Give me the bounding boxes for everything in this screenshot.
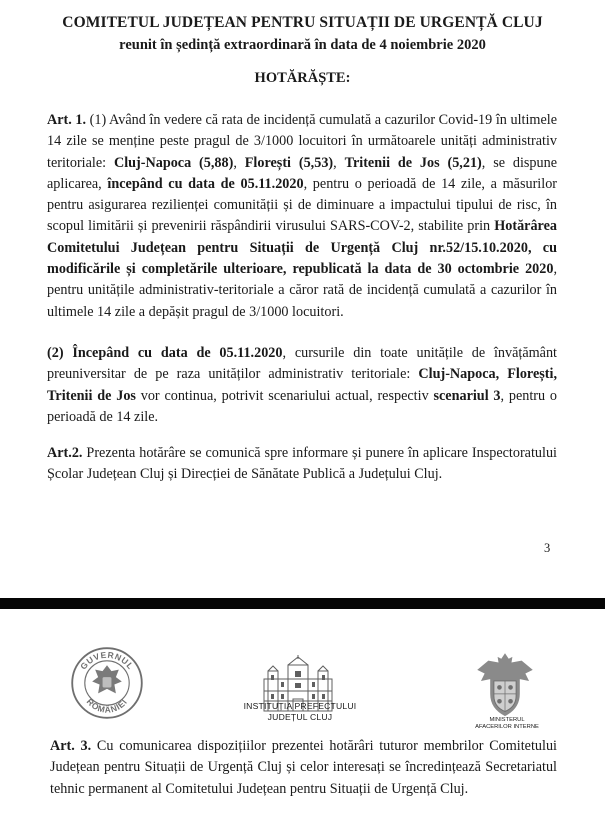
locality-floresti: Florești (5,53) — [244, 154, 334, 171]
prefecture-caption-line1: INSTITUȚIA PREFECTULUI — [243, 701, 357, 711]
text-segment: Având în vedere că rata de incidență cumulată a cazurilor Covid-19 în ultimele 14 zile se menține peste pragul de 3/1000 locuitori în următoarele unități administrativ teritoriale: — [47, 112, 557, 171]
article-1-label: Art. 1. — [47, 112, 87, 128]
text-segment: , pentru o perioadă de 14 zile. — [47, 387, 558, 425]
document-page-2 — [0, 609, 605, 827]
svg-text:ROMÂNIEI: ROMÂNIEI — [84, 696, 130, 715]
scenario-label: scenariul 3 — [433, 387, 501, 404]
mai-caption — [462, 717, 552, 731]
text-segment: vor continua, potrivit scenariului actual, respectiv — [135, 387, 434, 404]
start-date: începând cu data de 05.11.2020 — [107, 175, 304, 192]
article-2-text: Prezenta hotărâre se comunică spre informare și punere în aplicare Inspectoratului Școlar Județean Cluj și Direcției de Sănătate Publică a Județului Cluj. — [47, 445, 557, 483]
decision-heading: HOTĂRĂȘTE: — [254, 70, 351, 86]
prefecture-caption-line2: JUDEȚUL CLUJ — [267, 711, 333, 722]
svg-text:GUVERNUL: GUVERNUL — [78, 649, 136, 672]
paragraph-number: (1) — [89, 112, 107, 128]
mai-caption-line2: AFACERILOR INTERNE — [475, 724, 539, 730]
localities-list: Cluj-Napoca, Florești, Tritenii de Jos — [47, 366, 558, 404]
text-segment: , cursurile din toate unitățile de învățământ preuniversitar de pe raza unităților administrativ teritoriale: — [47, 345, 557, 383]
guvernul-romaniei-seal-icon — [70, 646, 144, 720]
text-segment: , — [333, 154, 345, 171]
document-subtitle: reunit în ședință extraordinară în data de 4 noiembrie 2020 — [119, 37, 486, 53]
text-segment: , — [233, 154, 245, 171]
paragraph-number: (2) — [47, 345, 73, 361]
article-2 — [47, 443, 557, 486]
locality-tritenii-de-jos: Tritenii de Jos (5,21) — [344, 154, 482, 171]
article-3-label: Art. 3. — [50, 738, 92, 754]
document-title: COMITETUL JUDEȚEAN PENTRU SITUAȚII DE URGENȚĂ CLUJ — [62, 14, 543, 31]
article-3 — [50, 736, 557, 800]
start-date: Începând cu data de 05.11.2020 — [72, 345, 283, 361]
referenced-decision: Hotărârea Comitetului Județean pentru Situații de Urgență Cluj nr.52/15.10.2020, cu modificările și completările ulterioare, republicată la data de 30 octombrie 2020 — [47, 218, 557, 278]
article-1-paragraph-1 — [47, 110, 557, 323]
article-3-text: Cu comunicarea dispozițiilor prezentei hotărâri tuturor membrilor Comitetului Județean pentru Situații de Urgență Cluj și celor interesați se încredințează Secretariatul tehnic permanent al Comitetului Județean pentru Situații de Urgență Cluj. — [50, 738, 557, 797]
locality-cluj-napoca: Cluj-Napoca (5,88) — [113, 154, 234, 171]
article-1-paragraph-2 — [47, 343, 557, 428]
article-2-label: Art.2. — [47, 445, 83, 461]
page-separator — [0, 598, 605, 609]
prefecture-caption — [238, 701, 362, 722]
text-segment: , pentru unitățile administrativ-teritoriale a căror rată de incidență cumulată a cazurilor în ultimele 14 zile a depășit pragul de 3/1000 locuitori. — [47, 261, 557, 320]
text-segment: , se dispune aplicarea, — [47, 154, 558, 192]
page-number: 3 — [544, 541, 551, 555]
mai-caption-line1: MINISTERUL — [489, 717, 525, 723]
text-segment: , pentru o perioadă de 14 zile, a măsurilor pentru asigurarea rezilienței comunității și de diminuare a impactului tipului de risc, în scopul limitării și prevenirii răspândirii virusului SARS-COV-2, stabilite prin — [47, 175, 558, 235]
